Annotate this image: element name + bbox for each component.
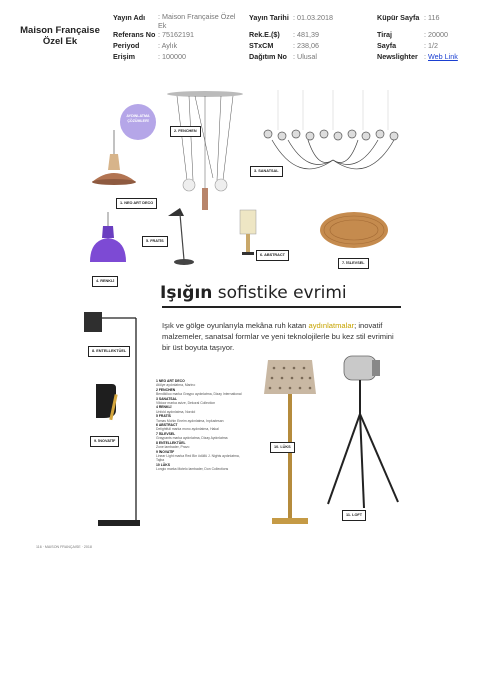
label-publication: Yayın Adı xyxy=(113,13,146,22)
tag-entellektuel: 8. ENTELLEKTÜEL xyxy=(88,346,130,357)
value-clip-page: : 116 xyxy=(424,13,440,22)
label-newslighter: Newslighter xyxy=(377,52,418,61)
label-clip-page: Küpür Sayfa xyxy=(377,13,420,22)
value-date: : 01.03.2018 xyxy=(293,13,333,22)
article-page xyxy=(36,90,416,560)
label-stxcm: STxCM xyxy=(249,41,274,50)
tag-neo-art-deco: 1. NEO ART DECO xyxy=(116,198,157,209)
fenchen-chandelier-image xyxy=(165,90,245,212)
renkli-pendant-image xyxy=(86,212,130,268)
tag-luks: 10. LÜKS xyxy=(270,442,295,453)
web-link[interactable]: Web Link xyxy=(428,52,458,61)
tag-fratis: 5. FRATİS xyxy=(142,236,168,247)
loft-tripod-lamp-image xyxy=(322,354,406,510)
list-item: 10 LÜKS Longio marka Motelo lambader, Don Collections xyxy=(156,462,229,472)
list-item: 4 RENKLİ Unfold aydınlatma, Nordol xyxy=(156,405,196,414)
category-badge: AYDINLATMA ÇÖZÜMLERİ xyxy=(120,104,156,140)
value-period: : Aylık xyxy=(158,41,178,50)
list-item: 5 FRATİS Tomas Mohin Eneim aydınlatma, Inplustesan xyxy=(156,414,224,423)
value-reference: : 75162191 xyxy=(158,30,194,39)
neo-art-deco-lamp-image xyxy=(86,130,142,192)
tag-renkli: 4. RENKLİ xyxy=(92,276,118,287)
publication-name: Maison Française Özel Ek xyxy=(20,25,100,47)
tag-sanatsal: 3. SANATSAL xyxy=(250,166,283,177)
list-item: 7 İSLEVSEL Graypants marka aydınlatma, Dizay Aydınlatma xyxy=(156,431,228,441)
label-distribution: Dağıtım No xyxy=(249,52,287,61)
list-item: 9 İNOVATİF Linear Light marka Red Bin ödüllü J. Nights aydınlatma, Tajba xyxy=(156,449,240,463)
title-rule xyxy=(162,306,401,308)
islevsel-wood-pendant-image xyxy=(318,210,390,250)
tag-inovatif: 9. İNOVATİF xyxy=(90,436,119,447)
product-list xyxy=(156,379,246,472)
value-newslighter: : Web Link xyxy=(424,52,458,61)
list-item: 2 FENCHEN Bendiklioo marka Graypo aydınlatma, Dizay International xyxy=(156,387,242,397)
label-period: Periyod xyxy=(113,41,140,50)
tag-islevsel: 7. İSLEVSEL xyxy=(338,258,369,269)
label-ad-value: Rek.E.($) xyxy=(249,30,280,39)
article-lead: Işık ve gölge oyunlarıyla mekâna ruh katan aydınlatmalar; inovatif malzemeler, sanatsal formlar ve yeni teknolojilerle bu kez stil evrimini bir üst boyuta taşıyor. xyxy=(162,321,394,352)
tag-fenchen: 2. FENCHEN xyxy=(170,126,201,137)
value-publication: : Maison Française Özel Ek xyxy=(158,12,236,30)
label-circulation: Tiraj xyxy=(377,30,393,39)
label-date: Yayın Tarihi xyxy=(249,13,289,22)
inovatif-wall-lamp-image xyxy=(92,380,124,428)
value-ad-value: : 481,39 xyxy=(293,30,319,39)
value-page: : 1/2 xyxy=(424,41,438,50)
label-page: Sayfa xyxy=(377,41,397,50)
tag-loft: 11. LOFT xyxy=(342,510,366,521)
value-stxcm: : 238,06 xyxy=(293,41,319,50)
tag-abstract: 6. ABSTRACT xyxy=(256,250,289,261)
value-circulation: : 20000 xyxy=(424,30,448,39)
list-item: 8 ENTELLEKTÜEL Zone lambader, Pravo xyxy=(156,440,190,450)
value-reach: : 100000 xyxy=(158,52,186,61)
label-reach: Erişim xyxy=(113,52,135,61)
list-item: 1 NEO ART DECO Atölye aydınlatma, Marino xyxy=(156,379,196,388)
label-reference: Referans No xyxy=(113,30,156,39)
article-title: Işığın sofistike evrimi xyxy=(160,283,347,303)
value-distribution: : Ulusal xyxy=(293,52,317,61)
list-item: 6 ABSTRACT Delightfull marka mono aydınlatma, Hakal xyxy=(156,423,219,432)
page-footer: 116 · MAISON FRANÇAISE · 2018 xyxy=(36,545,92,549)
list-item: 3 SANATSAL Viktoor marka avize, Dekoral Collection xyxy=(156,396,216,406)
